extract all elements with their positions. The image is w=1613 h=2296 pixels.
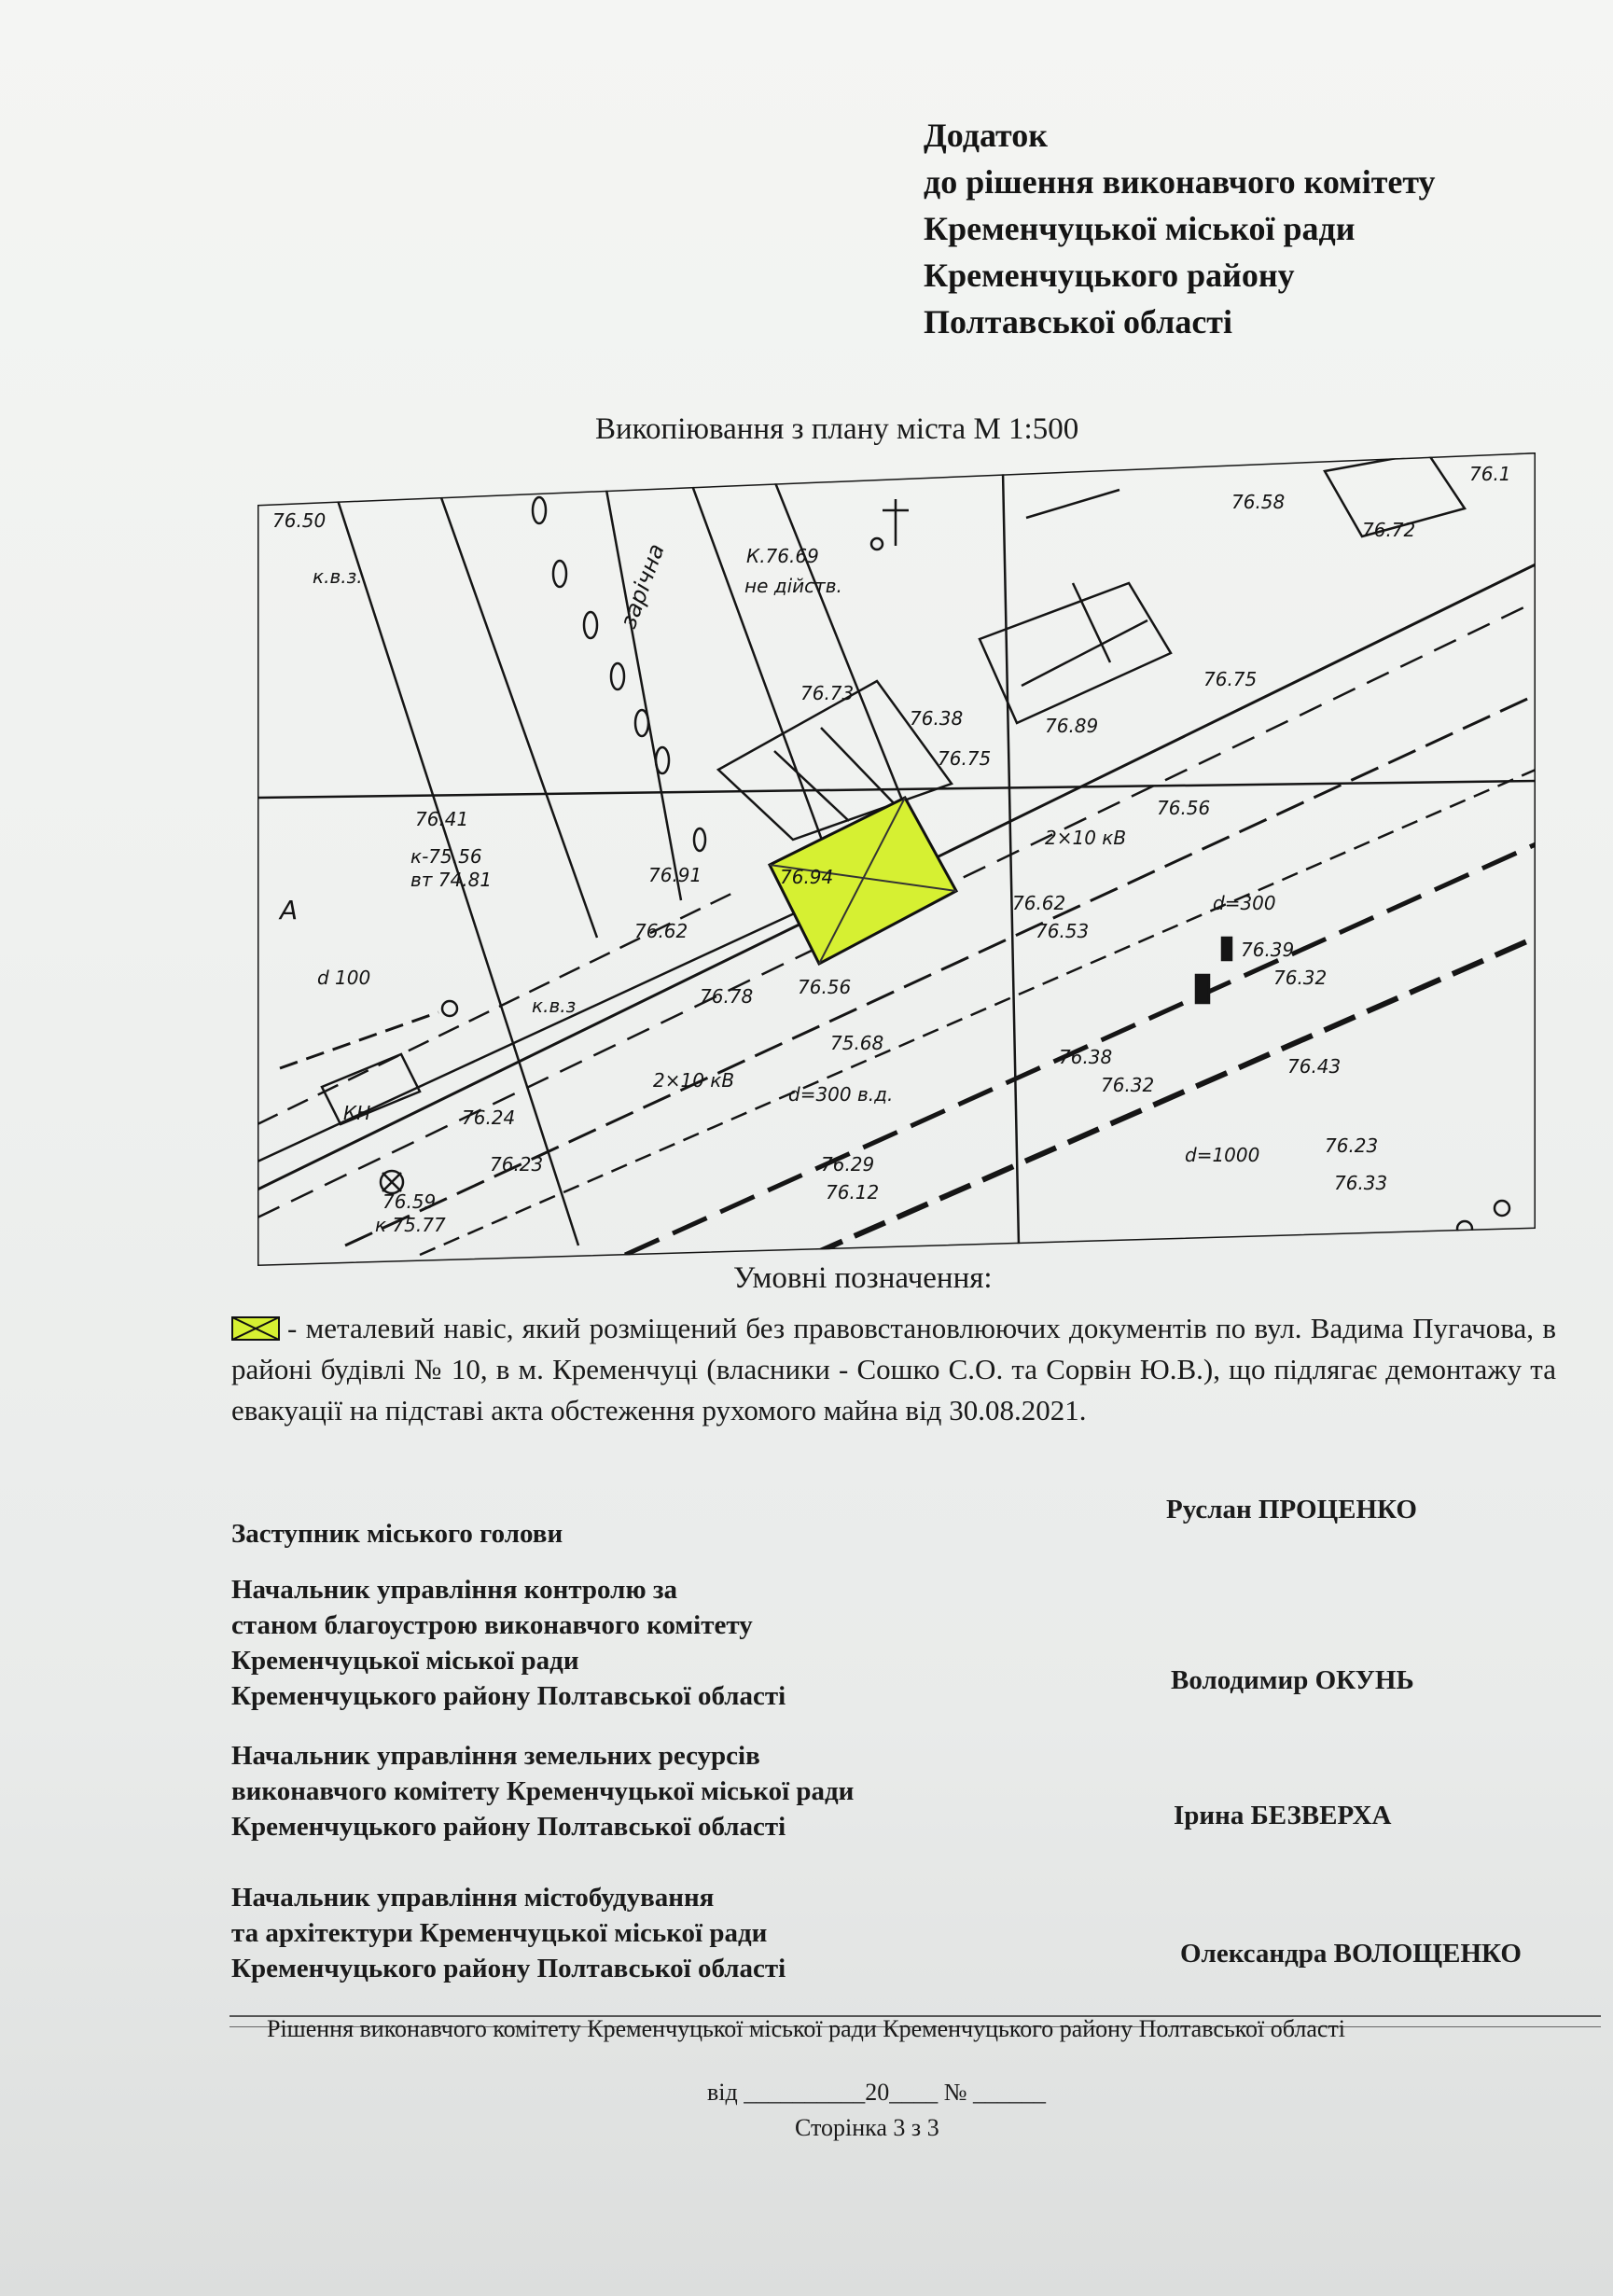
legend-text: - металевий навіс, який розміщений без правовстановлюючих документів по вул. Вадима Пугачова, в районі будівлі № 10, в м. Кременчуці (власники - Сошко С.О. та Сорвін Ю.В.), що підлягає демонтажу та евакуації на підставі акта обстеження рухомого майна від 30.08.2021. [231,1312,1556,1426]
map-label: 76.91 [648,864,702,886]
map-label: 76.39 [1241,939,1295,961]
signature-name: Олександра ВОЛОЩЕНКО [1180,1939,1522,1969]
map-label: 76.75 [938,747,992,770]
map-label: 76.62 [1012,892,1066,914]
map-label: А [280,895,299,925]
map-label: 2×10 кВ [1045,827,1127,849]
map-label: d=300 [1213,892,1276,914]
signature-position [231,1572,786,1714]
map-label: d 100 [317,967,371,989]
signature-name: Володимир ОКУНЬ [1171,1665,1414,1695]
map-label: 76.12 [826,1181,880,1204]
position-line: станом благоустрою виконавчого комітету [231,1610,753,1640]
page-number: Сторінка 3 з 3 [795,2114,939,2141]
map-label: 76.32 [1273,967,1328,989]
appendix-header [924,112,1436,345]
map-label: КН [343,1102,371,1124]
signature-position [231,1880,786,1986]
appendix-line: Додаток [924,117,1048,154]
map-label: к 75.77 [375,1214,446,1236]
footer-date-line: від __________20____ № ______ [707,2079,1047,2106]
map-label: 76.94 [780,866,834,888]
position-line: Кременчуцького району Полтавської області [231,1812,786,1842]
map-label: не дійств. [744,575,842,597]
map-label: 2×10 кВ [653,1069,735,1092]
map-label: 76.59 [382,1190,437,1213]
position-line: Начальник управління земельних ресурсів [231,1741,760,1771]
canopy-swatch-icon [231,1316,280,1341]
appendix-line: до рішення виконавчого комітету [924,163,1436,201]
map-label: к.в.з [532,995,577,1017]
legend-entry [231,1308,1556,1431]
position-line: Заступник міського голови [231,1519,563,1549]
map-label: 76.1 [1469,463,1511,485]
map-label: к.в.з. [313,565,363,588]
signature-position [231,1738,854,1844]
city-plan-map [252,452,1539,1266]
map-label: вт 74.81 [410,869,493,891]
map-label: К.76.69 [746,545,819,567]
map-label: к-75.56 [410,845,482,868]
map-label: 76.38 [910,707,964,730]
signature-name: Ірина БЕЗВЕРХА [1174,1801,1392,1830]
map-label: 76.78 [700,985,754,1008]
map-label: 76.73 [800,682,855,704]
signature-name: Руслан ПРОЦЕНКО [1166,1495,1417,1524]
map-label: 76.24 [462,1106,516,1129]
map-label: 76.41 [415,808,469,830]
map-label: 76.38 [1059,1046,1113,1068]
map-label: 76.29 [821,1153,875,1176]
appendix-line: Полтавської області [924,303,1232,341]
map-label: 76.23 [490,1153,544,1176]
position-line: Начальник управління контролю за [231,1575,678,1605]
map-label: 76.32 [1101,1074,1155,1096]
position-line: Начальник управління містобудування [231,1883,715,1913]
position-line: Кременчуцького району Полтавської області [231,1954,786,1983]
map-label: 76.75 [1203,668,1258,690]
map-label: 76.23 [1325,1134,1379,1157]
map-label: 76.50 [272,509,327,532]
map-label: d=300 в.д. [788,1083,894,1106]
map-label: d=1000 [1185,1144,1260,1166]
position-line: виконавчого комітету Кременчуцької міської ради [231,1776,855,1806]
legend-title: Умовні позначення: [733,1261,993,1295]
map-title: Викопіювання з плану міста М 1:500 [595,412,1079,446]
position-line: Кременчуцького району Полтавської області [231,1681,786,1711]
map-label: 76.72 [1362,519,1416,541]
map-label: 76.89 [1045,715,1099,737]
map-label: 76.58 [1231,491,1286,513]
map-label: 76.56 [798,976,852,998]
signature-position [231,1516,563,1552]
map-label: 76.56 [1157,797,1211,819]
map-label: 76.43 [1287,1055,1342,1078]
map-label: зарічна [615,540,670,633]
map-label: 76.53 [1036,920,1090,942]
appendix-line: Кременчуцького району [924,257,1295,294]
map-label: 76.33 [1334,1172,1388,1194]
map-label: 76.62 [634,920,688,942]
position-line: Кременчуцької міської ради [231,1646,579,1676]
footer-decision: Рішення виконавчого комітету Кременчуцької міської ради Кременчуцького району Полтавської області [267,2015,1345,2042]
position-line: та архітектури Кременчуцької міської ради [231,1918,768,1948]
map-label: 75.68 [830,1032,884,1054]
appendix-line: Кременчуцької міської ради [924,210,1356,247]
